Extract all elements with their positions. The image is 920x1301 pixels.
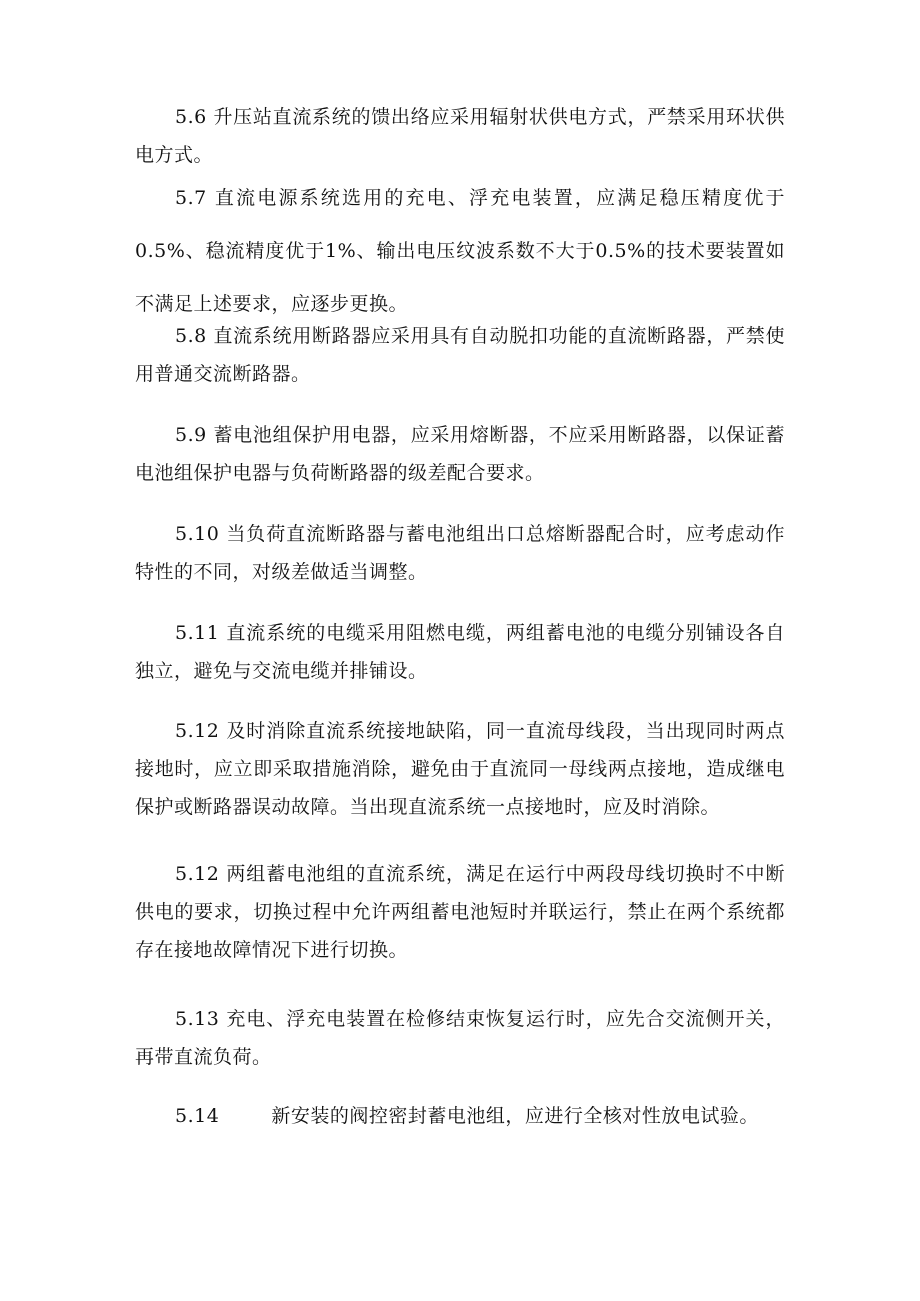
clause-5-9: 5.9 蓄电池组保护用电器，应采用熔断器，不应采用断路器，以保证蓄电池组保护电器与负荷断路器的级差配合要求。: [135, 424, 785, 484]
clause-5-10: 5.10 当负荷直流断路器与蓄电池组出口总熔断器配合时，应考虑动作特性的不同，对级差做适当调整。: [135, 523, 785, 583]
clause-5-7: 5.7 直流电源系统选用的充电、浮充电装置，应满足稳压精度优于0.5%、稳流精度优于1%、输出电压纹波系数不大于0.5%的技术要装置如不满足上述要求，应逐步更换。: [135, 187, 785, 315]
clause-5-14: [135, 1097, 785, 1135]
clause-5-8: 5.8 直流系统用断路器应采用具有自动脱扣功能的直流断路器，严禁使用普通交流断路器。: [135, 325, 785, 385]
clause-5-13: 5.13 充电、浮充电装置在检修结束恢复运行时，应先合交流侧开关，再带直流负荷。: [135, 1008, 785, 1068]
clause-number: 5.14: [175, 1105, 220, 1127]
clause-text: 新安装的阀控密封蓄电池组，应进行全核对性放电试验。: [271, 1105, 759, 1127]
clause-5-11: 5.11 直流系统的电缆采用阻燃电缆，两组蓄电池的电缆分别铺设各自独立，避免与交流电缆并排铺设。: [135, 622, 785, 682]
clause-5-12-grounding: 5.12 及时消除直流系统接地缺陷，同一直流母线段，当出现同时两点接地时，应立即采取措施消除，避免由于直流同一母线两点接地，造成继电保护或断路器误动故障。当出现直流系统一点接地时，应及时消除。: [135, 720, 785, 818]
clause-5-6: 5.6 升压站直流系统的馈出络应采用辐射状供电方式，严禁采用环状供电方式。: [135, 106, 785, 166]
clause-5-12-switching: 5.12 两组蓄电池组的直流系统，满足在运行中两段母线切换时不中断供电的要求，切换过程中允许两组蓄电池短时并联运行，禁止在两个系统都存在接地故障情况下进行切换。: [135, 863, 785, 961]
